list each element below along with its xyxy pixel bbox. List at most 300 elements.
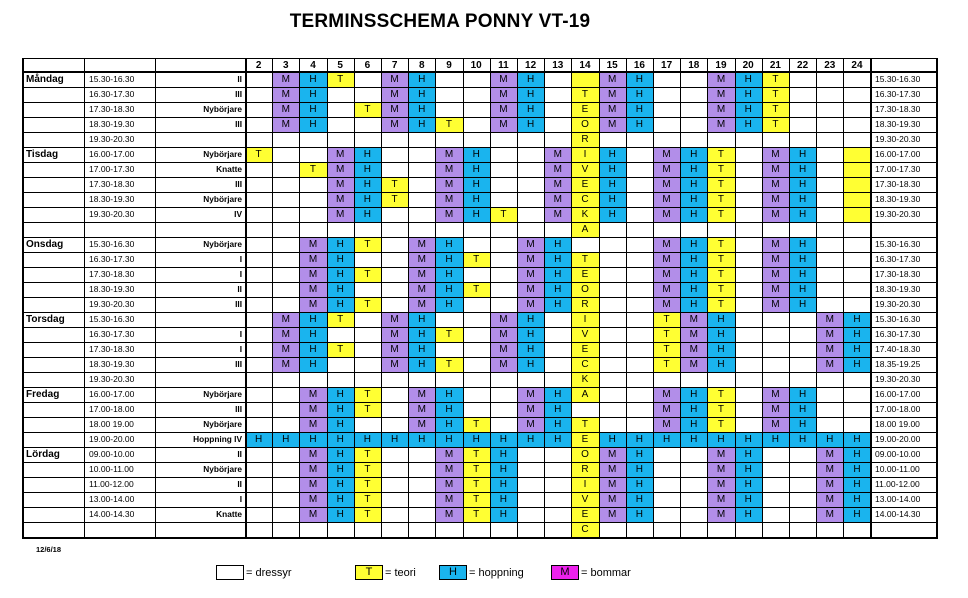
grid-line (381, 58, 382, 539)
cell-fill (843, 192, 870, 207)
cell-code: M (553, 209, 562, 220)
time-label: 16.30-17.30 (89, 254, 135, 264)
cell-code: H (554, 434, 562, 445)
cell-code: T (717, 254, 725, 265)
grid-line (936, 58, 938, 539)
cell-code: M (444, 164, 454, 175)
cell-code: H (472, 434, 480, 445)
day-label: Måndag (26, 74, 64, 85)
cell-code: M (499, 329, 508, 340)
cell-code: H (336, 494, 344, 505)
level-label: Knatte (216, 509, 242, 519)
cell-fill (843, 207, 870, 222)
grid-line (680, 58, 681, 539)
cell-code: M (716, 449, 726, 460)
time-label: 17.30-18.30 (89, 344, 135, 354)
level-label: II (237, 449, 242, 459)
cell-code: K (581, 209, 589, 220)
cell-code: M (499, 344, 508, 355)
grid-line (245, 58, 247, 539)
time-label: 17.30-18.30 (89, 104, 135, 114)
cell-code: M (499, 359, 508, 370)
time-label: 19.30-20.30 (89, 299, 135, 309)
week-number: 7 (391, 60, 398, 71)
cell-code: H (744, 464, 752, 475)
cell-code: H (445, 254, 453, 265)
cell-code: A (581, 224, 589, 235)
cell-code: T (364, 509, 371, 520)
cell-code: H (744, 119, 752, 130)
week-number: 12 (525, 60, 537, 71)
right-time-label: 17.40-18.30 (875, 344, 921, 354)
grid-line (22, 282, 938, 283)
grid-line (22, 58, 24, 539)
right-time-label: 19.30-20.30 (875, 374, 921, 384)
grid-line (544, 58, 545, 539)
cell-code: H (445, 269, 453, 280)
cell-code: M (771, 239, 780, 250)
cell-code: T (717, 419, 725, 430)
cell-code: H (853, 509, 861, 520)
grid-line (22, 162, 938, 163)
cell-code: T (364, 479, 371, 490)
cell-code: M (608, 74, 617, 85)
cell-code: H (635, 479, 643, 490)
grid-line (84, 58, 85, 539)
cell-code: M (444, 509, 454, 520)
cell-code: M (499, 74, 508, 85)
cell-code: M (417, 269, 426, 280)
cell-code: H (499, 449, 507, 460)
cell-code: H (309, 119, 317, 130)
cell-code: H (853, 359, 861, 370)
cell-code: H (635, 494, 643, 505)
cell-fill (843, 162, 870, 177)
cell-code: H (554, 284, 562, 295)
grid-line (22, 447, 938, 448)
cell-code: M (716, 104, 726, 115)
cell-code: M (308, 464, 318, 475)
grid-line (22, 477, 938, 478)
cell-code: H (445, 239, 453, 250)
cell-code: H (690, 239, 698, 250)
cell-code: E (581, 179, 589, 190)
level-label: Nybörjare (203, 239, 242, 249)
cell-code: M (444, 194, 454, 205)
cell-code: H (526, 104, 535, 115)
cell-code: M (308, 509, 318, 520)
cell-code: M (526, 239, 535, 250)
cell-code: M (662, 164, 671, 175)
day-label: Lördag (26, 449, 60, 460)
cell-code: H (336, 299, 344, 310)
cell-code: H (717, 329, 725, 340)
cell-code: M (771, 389, 780, 400)
cell-code: I (583, 479, 587, 490)
grid-line (22, 327, 938, 328)
week-number: 13 (552, 60, 564, 71)
grid-line (299, 58, 300, 539)
cell-code: M (526, 284, 535, 295)
cell-code: H (472, 194, 480, 205)
cell-code: M (825, 479, 834, 490)
cell-code: M (825, 314, 834, 325)
cell-code: T (717, 209, 725, 220)
grid-line (653, 58, 654, 539)
cell-code: M (662, 299, 671, 310)
level-label: Nybörjare (203, 419, 242, 429)
page-title: TERMINSSCHEMA PONNY VT-19 (289, 11, 591, 32)
legend-label: = dressyr (246, 567, 292, 579)
cell-code: M (553, 164, 562, 175)
cell-code: M (662, 149, 671, 160)
cell-code: H (336, 509, 344, 520)
week-number: 15 (606, 60, 618, 71)
cell-code: H (526, 74, 535, 85)
cell-code: H (690, 284, 698, 295)
cell-code: H (445, 389, 453, 400)
cell-code: M (444, 464, 454, 475)
cell-code: T (717, 179, 725, 190)
cell-code: M (771, 164, 780, 175)
cell-code: H (336, 269, 344, 280)
cell-code: H (526, 119, 535, 130)
cell-code: T (717, 194, 725, 205)
cell-code: M (281, 119, 290, 130)
cell-code: T (337, 74, 344, 85)
cell-code: H (336, 254, 344, 265)
level-label: II (237, 284, 242, 294)
time-label: 19.30-20.30 (89, 374, 135, 384)
right-time-label: 16.00-17.00 (875, 149, 921, 159)
cell-code: H (608, 149, 616, 160)
cell-code: M (308, 449, 318, 460)
cell-code: H (499, 494, 507, 505)
week-number: 11 (498, 60, 509, 71)
cell-code: T (391, 194, 398, 205)
cell-code: T (663, 329, 670, 340)
grid-line (22, 372, 938, 373)
cell-code: H (418, 104, 426, 115)
cell-code: H (717, 314, 725, 325)
cell-code: H (690, 194, 698, 205)
cell-code: M (308, 404, 318, 415)
cell-code: T (255, 149, 262, 160)
cell-code: M (716, 119, 726, 130)
cell-code: H (554, 389, 562, 400)
cell-code: H (526, 329, 535, 340)
cell-code: H (635, 509, 643, 520)
level-label: I (239, 344, 242, 354)
cell-code: M (444, 494, 454, 505)
cell-code: M (308, 494, 318, 505)
grid-line (408, 58, 409, 539)
cell-code: H (418, 119, 426, 130)
cell-code: H (526, 344, 535, 355)
right-time-label: 14.00-14.30 (875, 509, 921, 519)
cell-code: T (772, 104, 779, 115)
cell-code: M (825, 329, 834, 340)
cell-code: H (309, 89, 317, 100)
cell-code: M (444, 149, 454, 160)
cell-code: H (690, 299, 698, 310)
cell-code: T (391, 179, 398, 190)
cell-code: H (798, 299, 807, 310)
time-label: 17.00-17.30 (89, 164, 135, 174)
legend-swatch: H (439, 565, 467, 580)
time-label: 09.00-10.00 (89, 449, 135, 459)
grid-line (789, 58, 790, 539)
cell-code: H (336, 449, 344, 460)
time-label: 13.00-14.00 (89, 494, 135, 504)
cell-code: H (690, 254, 698, 265)
level-label: III (235, 119, 242, 129)
week-number: 16 (633, 60, 645, 71)
cell-code: M (716, 74, 726, 85)
cell-code: M (417, 299, 426, 310)
cell-code: M (308, 419, 318, 430)
cell-code: M (689, 329, 698, 340)
cell-code: T (364, 404, 371, 415)
cell-code: T (717, 299, 725, 310)
week-number: 22 (797, 60, 809, 71)
cell-code: H (445, 299, 453, 310)
cell-code: H (418, 344, 426, 355)
cell-code: M (771, 299, 780, 310)
grid-line (22, 402, 938, 403)
cell-code: T (337, 314, 344, 325)
cell-code: H (363, 194, 371, 205)
time-label: 17.00-18.00 (89, 404, 135, 414)
cell-code: M (608, 479, 617, 490)
week-number: 23 (824, 60, 836, 71)
cell-code: T (445, 359, 453, 370)
cell-code: R (581, 464, 589, 475)
cell-code: M (608, 464, 617, 475)
cell-code: M (390, 104, 399, 115)
cell-code: T (473, 254, 480, 265)
grid-line (22, 387, 938, 388)
cell-code: M (771, 209, 780, 220)
cell-code: M (526, 404, 535, 415)
grid-line (599, 58, 600, 539)
cell-code: H (418, 89, 426, 100)
cell-code: T (364, 464, 371, 475)
right-time-label: 15.30-16.30 (875, 74, 921, 84)
cell-code: V (581, 494, 589, 505)
cell-code: H (336, 419, 344, 430)
grid-line (22, 267, 938, 268)
cell-code: H (526, 314, 535, 325)
time-label: 16.30-17.30 (89, 89, 135, 99)
cell-code: M (281, 314, 290, 325)
cell-code: T (473, 509, 480, 520)
level-label: III (235, 299, 242, 309)
week-number: 20 (742, 60, 754, 71)
cell-code: M (662, 209, 671, 220)
cell-code: H (445, 419, 453, 430)
cell-code: K (581, 374, 589, 385)
cell-code: T (473, 419, 480, 430)
cell-code: H (798, 164, 807, 175)
cell-code: M (336, 164, 345, 175)
cell-code: I (583, 149, 587, 160)
cell-code: T (717, 389, 725, 400)
time-label: 11.00-12.00 (89, 479, 134, 489)
cell-code: H (309, 74, 317, 85)
cell-code: T (663, 314, 670, 325)
grid-line (155, 58, 156, 539)
cell-code: M (390, 89, 399, 100)
grid-line (22, 312, 938, 313)
level-label: I (239, 269, 242, 279)
cell-code: M (662, 239, 671, 250)
legend-label: = teori (385, 567, 416, 579)
cell-code: H (309, 344, 317, 355)
cell-code: H (635, 119, 643, 130)
grid-line (735, 58, 736, 539)
cell-code: H (635, 464, 643, 475)
cell-code: H (363, 179, 371, 190)
cell-code: H (853, 344, 861, 355)
day-label: Fredag (26, 389, 60, 400)
cell-code: T (364, 389, 371, 400)
cell-fill (571, 72, 598, 87)
cell-code: H (554, 299, 562, 310)
right-time-label: 17.00-18.00 (875, 404, 921, 414)
week-number: 10 (470, 60, 482, 71)
cell-code: H (418, 74, 426, 85)
cell-fill (843, 147, 870, 162)
cell-code: M (390, 74, 399, 85)
cell-code: M (825, 344, 834, 355)
cell-code: E (581, 509, 589, 520)
cell-code: T (663, 344, 670, 355)
cell-code: M (771, 149, 780, 160)
cell-code: M (308, 299, 318, 310)
cell-code: M (308, 284, 318, 295)
right-time-label: 17.30-18.30 (875, 269, 921, 279)
cell-fill (843, 177, 870, 192)
right-time-label: 16.30-17.30 (875, 329, 921, 339)
cell-code: H (635, 74, 643, 85)
cell-code: H (798, 209, 807, 220)
cell-code: M (716, 509, 726, 520)
cell-code: M (608, 494, 617, 505)
cell-code: T (473, 284, 480, 295)
right-time-label: 15.30-16.30 (875, 314, 921, 324)
cell-code: M (825, 509, 834, 520)
right-time-label: 16.30-17.30 (875, 254, 921, 264)
grid-line (22, 147, 938, 148)
week-number: 5 (337, 60, 343, 71)
cell-code: T (772, 119, 779, 130)
cell-code: C (581, 359, 589, 370)
right-time-label: 18.30-19.30 (875, 119, 921, 129)
cell-code: M (771, 179, 780, 190)
grid-line (22, 357, 938, 358)
legend-label: = bommar (581, 567, 631, 579)
cell-code: H (309, 359, 317, 370)
cell-code: H (499, 434, 507, 445)
cell-code: H (744, 449, 752, 460)
grid-line (22, 252, 938, 253)
cell-code: H (309, 104, 317, 115)
cell-code: M (417, 404, 426, 415)
cell-code: M (417, 389, 426, 400)
grid-line (517, 58, 518, 539)
cell-code: T (717, 239, 725, 250)
cell-code: H (798, 269, 807, 280)
cell-code: M (417, 419, 426, 430)
right-time-label: 19.30-20.30 (875, 299, 921, 309)
cell-code: M (662, 284, 671, 295)
time-label: 18.30-19.30 (89, 284, 135, 294)
time-label: 19.00-20.00 (89, 434, 135, 444)
cell-code: T (364, 299, 371, 310)
cell-code: T (364, 104, 371, 115)
level-label: Nybörjare (203, 149, 242, 159)
grid-line (22, 507, 938, 508)
grid-line (762, 58, 763, 539)
cell-code: H (554, 419, 562, 430)
cell-code: M (444, 179, 454, 190)
cell-code: T (581, 89, 589, 100)
right-time-label: 18.35-19.25 (875, 359, 921, 369)
level-label: Nybörjare (203, 389, 242, 399)
cell-code: M (716, 494, 726, 505)
cell-code: H (690, 149, 698, 160)
grid-line (22, 417, 938, 418)
week-number: 21 (769, 60, 781, 71)
level-label: Nybörjare (203, 194, 242, 204)
cell-code: M (499, 119, 508, 130)
cell-code: V (581, 329, 589, 340)
cell-code: M (662, 419, 671, 430)
cell-code: M (390, 359, 399, 370)
cell-code: M (499, 89, 508, 100)
cell-code: H (717, 434, 725, 445)
cell-code: M (417, 284, 426, 295)
day-label: Onsdag (26, 239, 64, 250)
cell-code: H (608, 209, 616, 220)
cell-code: O (581, 119, 589, 130)
right-time-label: 18.30-19.30 (875, 284, 921, 294)
week-number: 24 (851, 60, 863, 71)
grid-line (22, 297, 938, 298)
week-number: 17 (661, 60, 673, 71)
right-time-label: 19.30-20.30 (875, 134, 921, 144)
cell-code: H (744, 104, 752, 115)
week-number: 19 (715, 60, 727, 71)
cell-code: H (798, 404, 807, 415)
cell-code: M (825, 359, 834, 370)
cell-code: H (363, 434, 371, 445)
week-number: 14 (579, 60, 591, 71)
cell-code: H (309, 329, 317, 340)
cell-code: M (825, 494, 834, 505)
cell-code: M (608, 89, 617, 100)
week-number: 8 (419, 60, 425, 71)
cell-code: M (689, 359, 698, 370)
cell-code: H (554, 239, 562, 250)
right-time-label: 09.00-10.00 (875, 449, 921, 459)
cell-code: H (472, 209, 480, 220)
cell-code: T (717, 164, 725, 175)
cell-code: H (635, 104, 643, 115)
cell-code: M (336, 194, 345, 205)
cell-code: M (553, 149, 562, 160)
